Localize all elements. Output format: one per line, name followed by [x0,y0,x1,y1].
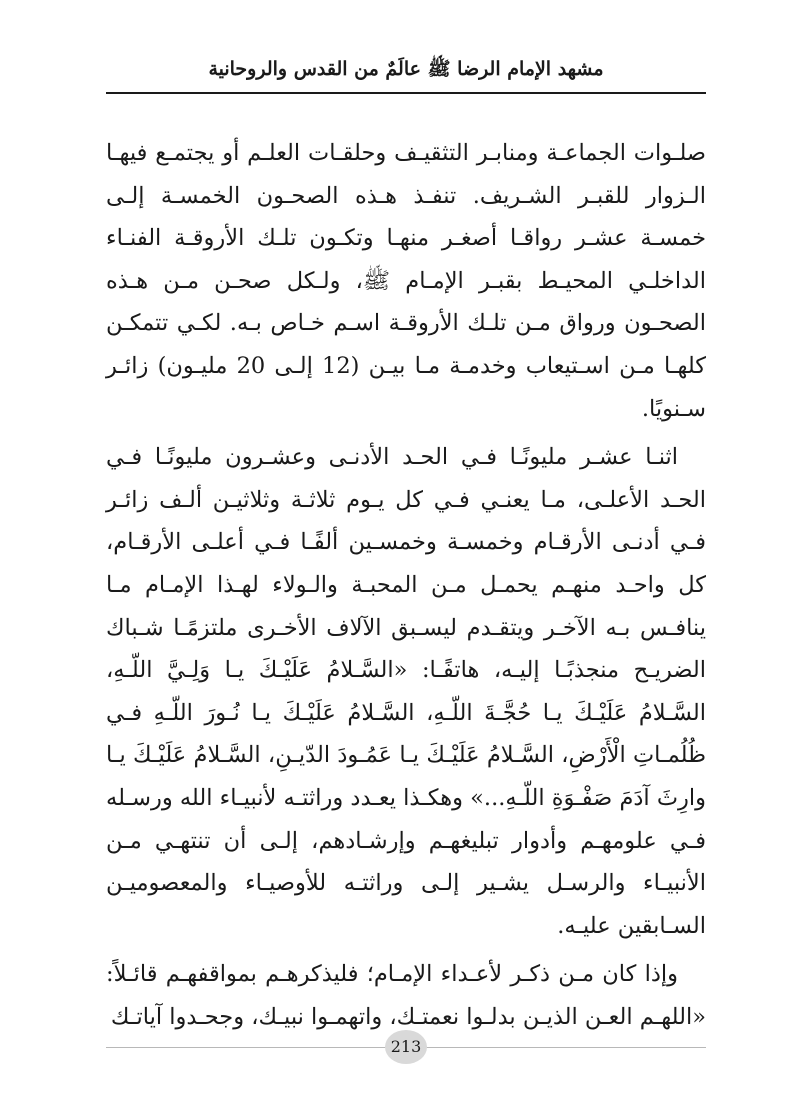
header-divider [106,92,706,94]
page-body [106,132,706,1038]
running-header-title: مشهد الإمام الرضا ﷺ عالَمٌ من القدس والروحانية [208,58,604,80]
paragraph-2: اثنـا عشـر مليونًـا فـي الحـد الأدنـى وعشـرون مليونًـا فـي الحـد الأعلـى، مـا يعنـي فـي كل يـوم ثلاثـة وثلاثيـن ألـف زائـر فـي أدنـى الأرقـام وخمسـة وخمسـين ألفًـا فـي أعلـى الأرقـام، كل واحـد منهـم يحمـل مـن المحبـة والـولاء لهـذا الإمـام مـا ينافـس بـه الآخـر ويتقـدم ليسـبق الآلاف الأخـرى ملتزمًـا شـباك الضريـح منجذبًـا إليـه، هاتفًـا: «السَّـلامُ عَلَيْـكَ يـا وَلِـيَّ اللّـهِ، السَّـلامُ عَلَيْـكَ يـا حُجَّـةَ اللّـهِ، السَّـلامُ عَلَيْـكَ يـا نُـورَ اللّـهِ فـي ظُلُمـاتِ الْأَرْضِ، السَّـلامُ عَلَيْـكَ يـا عَمُـودَ الدّيـنِ، السَّـلامُ عَلَيْـكَ يـا وارِثَ آدَمَ صَفْـوَةِ اللّـهِ...» وهكـذا يعـدد وراثتـه لأنبيـاء الله ورسـله فـي علومهـم وأدوار تبليغهـم وإرشـادهم، إلـى أن تنتهـي مـن الأنبيـاء والرسـل يشـير إلـى وراثتـه للأوصيـاء والمعصوميـن السـابقين عليـه. [106,444,706,939]
paragraph-1: صلـوات الجماعـة ومنابـر التثقيـف وحلقـات العلـم أو يجتمـع فيهـا الـزوار للقبـر الشـريف. تنفـذ هـذه الصحـون الخمسـة إلـى خمسـة عشـر رواقـا أصغـر منهـا وتكـون تلـك الأروقـة الفنـاء الداخلـي المحيـط بقبـر الإمـام ﷺ، ولـكل صحـن مـن هـذه الصحـون ورواق مـن تلـك الأروقـة اسـم خـاص بـه. لكـي تتمكـن كلهـا مـن اسـتيعاب وخدمـة مـا بيـن (12 إلـى 20 مليـون) زائـر سـنويًا. [106,140,707,422]
paragraph-3: وإذا كان مـن ذكـر لأعـداء الإمـام؛ فليذكرهـم بمواقفهـم قائـلاً: «اللهـم العـن الذيـن بدلـوا نعمتـك، واتهمـوا نبيـك، وجحـدوا آياتـك [106,961,706,1030]
page-footer [106,1030,706,1064]
page-number-badge: 213 [385,1030,427,1064]
